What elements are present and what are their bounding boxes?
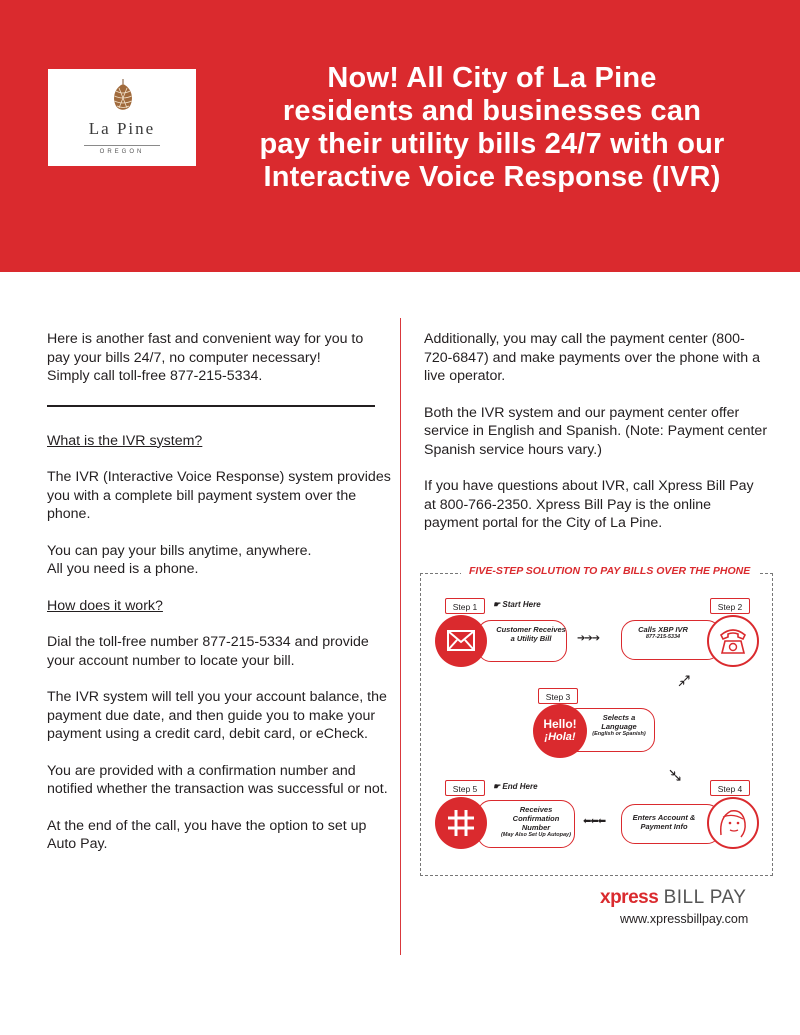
xpress-bill-pay-logo xyxy=(600,887,746,909)
step-text: Calls XBP IVR xyxy=(638,625,688,634)
pinecone-icon xyxy=(111,79,135,113)
end-here-label: ☛ End Here xyxy=(493,782,538,791)
section-heading-what: What is the IVR system? xyxy=(47,432,203,449)
arrow-right-icon: ➔➔➔ xyxy=(577,633,600,644)
hello-icon-circle xyxy=(533,704,587,758)
step-5-box xyxy=(477,800,575,848)
headline-line: Interactive Voice Response (IVR) xyxy=(263,161,721,193)
start-here-label: ☛ Start Here xyxy=(493,600,541,609)
phone-icon-circle xyxy=(707,615,759,667)
paragraph: You are provided with a confirmation number and notified whether the transaction was successful or not. xyxy=(47,762,388,797)
brand-xpress: xpress xyxy=(600,887,659,908)
step-1-box xyxy=(477,620,567,662)
left-column xyxy=(47,330,392,854)
paragraph: You can pay your bills anytime, anywhere. xyxy=(47,542,312,559)
hashtag-icon-circle xyxy=(435,797,487,849)
five-step-diagram xyxy=(420,565,773,876)
headline-line: Now! All City of La Pine xyxy=(327,62,657,94)
arrow-down-left-icon: ➔➔ xyxy=(675,672,694,691)
logo-wordmark: La Pine xyxy=(88,119,156,138)
step-tag: Step 5 xyxy=(445,780,485,796)
step-tag: Step 2 xyxy=(710,598,750,614)
la-pine-logo xyxy=(48,69,196,166)
step-text: Enters Account & Payment Info xyxy=(632,813,696,831)
hola-text: ¡Hola! xyxy=(544,731,576,743)
brand-billpay: BILL PAY xyxy=(663,887,747,908)
logo-subtitle: OREGON xyxy=(99,149,145,155)
paragraph: All you need is a phone. xyxy=(47,561,199,577)
step-text: Customer Receives a Utility Bill xyxy=(496,625,566,643)
paragraph: At the end of the call, you have the option to set up Auto Pay. xyxy=(47,817,367,852)
paragraph: The IVR system will tell you your account balance, the payment due date, and then guide you to make your payment using a credit card, debit card, or eCheck. xyxy=(47,689,387,742)
diagram-title: FIVE-STEP SOLUTION TO PAY BILLS OVER THE PHONE xyxy=(461,565,758,577)
start-here-text: Start Here xyxy=(502,600,541,609)
envelope-icon-circle xyxy=(435,615,487,667)
step-tag: Step 1 xyxy=(445,598,485,614)
paragraph: Dial the toll-free number 877-215-5334 and provide your account number to locate your bill. xyxy=(47,634,369,669)
paragraph: Both the IVR system and our payment center offer service in English and Spanish. (Note: Payment center Spanish service hours vary.) xyxy=(424,404,768,458)
end-here-text: End Here xyxy=(502,782,538,791)
headline-line: pay their utility bills 24/7 with our xyxy=(259,128,725,160)
step-subtext: (English or Spanish) xyxy=(592,731,646,737)
paragraph: Additionally, you may call the payment center (800-720-6847) and make payments over the phone with a live operator. xyxy=(424,331,760,384)
step-4-box xyxy=(621,804,721,844)
page-headline xyxy=(218,62,766,194)
hello-text: Hello! xyxy=(543,717,577,731)
hashtag-icon xyxy=(435,797,487,849)
section-divider xyxy=(47,405,375,407)
paragraph: If you have questions about IVR, call Xpress Bill Pay at 800-766-2350. Xpress Bill Pay is the online payment portal for the City of La Pine. xyxy=(424,478,754,531)
step-tag: Step 4 xyxy=(710,780,750,796)
logo-divider xyxy=(84,145,160,146)
arrow-left-icon: ⬅⬅⬅ xyxy=(583,816,606,827)
website-url: www.xpressbillpay.com xyxy=(620,912,749,926)
person-icon-circle xyxy=(707,797,759,849)
person-icon xyxy=(709,799,757,847)
step-subtext: 877-215-5334 xyxy=(645,634,681,640)
column-divider xyxy=(400,318,401,955)
headline-line: residents and businesses can xyxy=(282,95,702,127)
paragraph: The IVR (Interactive Voice Response) system provides you with a complete bill payment system over the phone. xyxy=(47,469,391,522)
right-column xyxy=(424,330,769,533)
step-2-box xyxy=(621,620,721,660)
header-banner xyxy=(0,0,800,272)
envelope-icon xyxy=(435,615,487,667)
arrow-down-right-icon: ➔➔ xyxy=(665,766,684,785)
section-heading-how: How does it work? xyxy=(47,597,163,614)
step-subtext: (May Also Set Up Autopay) xyxy=(501,832,571,838)
step-text: Receives Confirmation Number xyxy=(512,805,560,832)
step-text: Selects a Language xyxy=(601,713,637,731)
intro-text: Here is another fast and convenient way for you to pay your bills 24/7, no computer necessary! Simply call toll-free 877-215-5334. xyxy=(47,331,364,384)
telephone-icon xyxy=(709,617,757,665)
step-tag: Step 3 xyxy=(538,688,578,704)
